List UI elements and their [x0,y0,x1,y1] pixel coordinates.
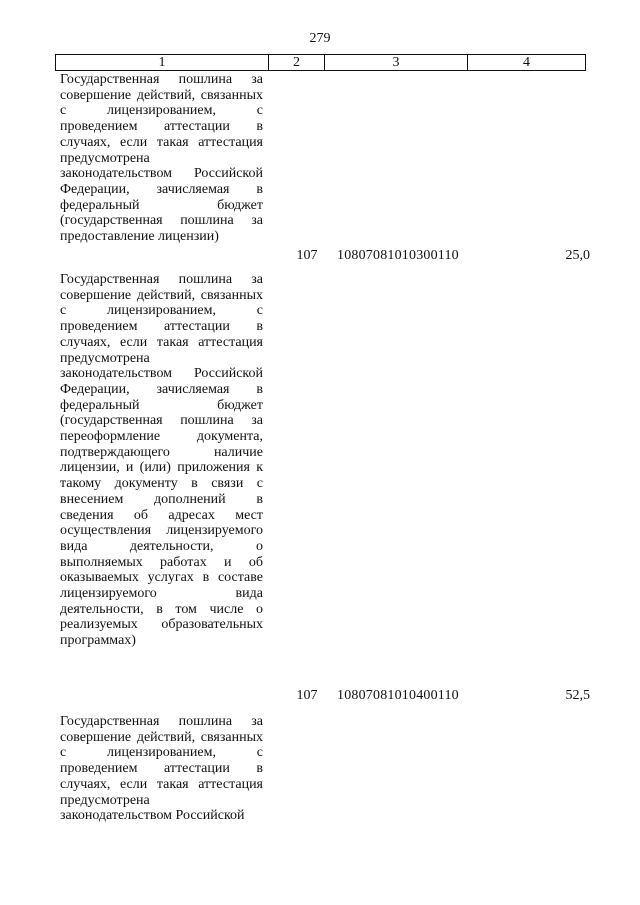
column-header-3: 3 [325,55,468,71]
column-header-row [56,55,586,71]
column-header-2: 2 [269,55,325,71]
row-admin-code: 107 [296,688,318,703]
table-row [60,72,590,264]
page-number: 279 [309,31,331,46]
row-budget-code: 10807081010400110 [337,688,459,703]
row-description: Государственная пошлина за совершение действий, связанных с лицензированием, с проведением аттестации в случаях, если такая аттестация предусмотрена законодательством Российской Федерации, зачисляемая в федеральный бюджет (государственная пошлина за переоформление документа, подтверждающего наличие лицензии, и (или) приложения к такому документу в связи с внесением дополнений в сведения об адресах мест осуществления лицензируемого вида деятельности, о выполняемых работах и об оказываемых услугах в составе лицензируемого вида деятельности, в том числе о реализуемых образовательных программах) [60,272,263,649]
column-header-1: 1 [56,55,269,71]
row-description: Государственная пошлина за совершение действий, связанных с лицензированием, с проведением аттестации в случаях, если такая аттестация предусмотрена законодательством Российской [60,714,263,824]
row-description: Государственная пошлина за совершение действий, связанных с лицензированием, с проведением аттестации в случаях, если такая аттестация предусмотрена законодательством Российской Федерации, зачисляемая в федеральный бюджет (государственная пошлина за предоставление лицензии) [60,72,263,245]
row-admin-code: 107 [296,248,318,263]
table-row [60,272,590,706]
row-amount: 52,5 [565,688,590,703]
column-header-4: 4 [468,55,586,71]
column-header-table [55,54,586,71]
row-budget-code: 10807081010300110 [337,248,459,263]
row-amount: 25,0 [565,248,590,263]
table-row [60,714,590,844]
